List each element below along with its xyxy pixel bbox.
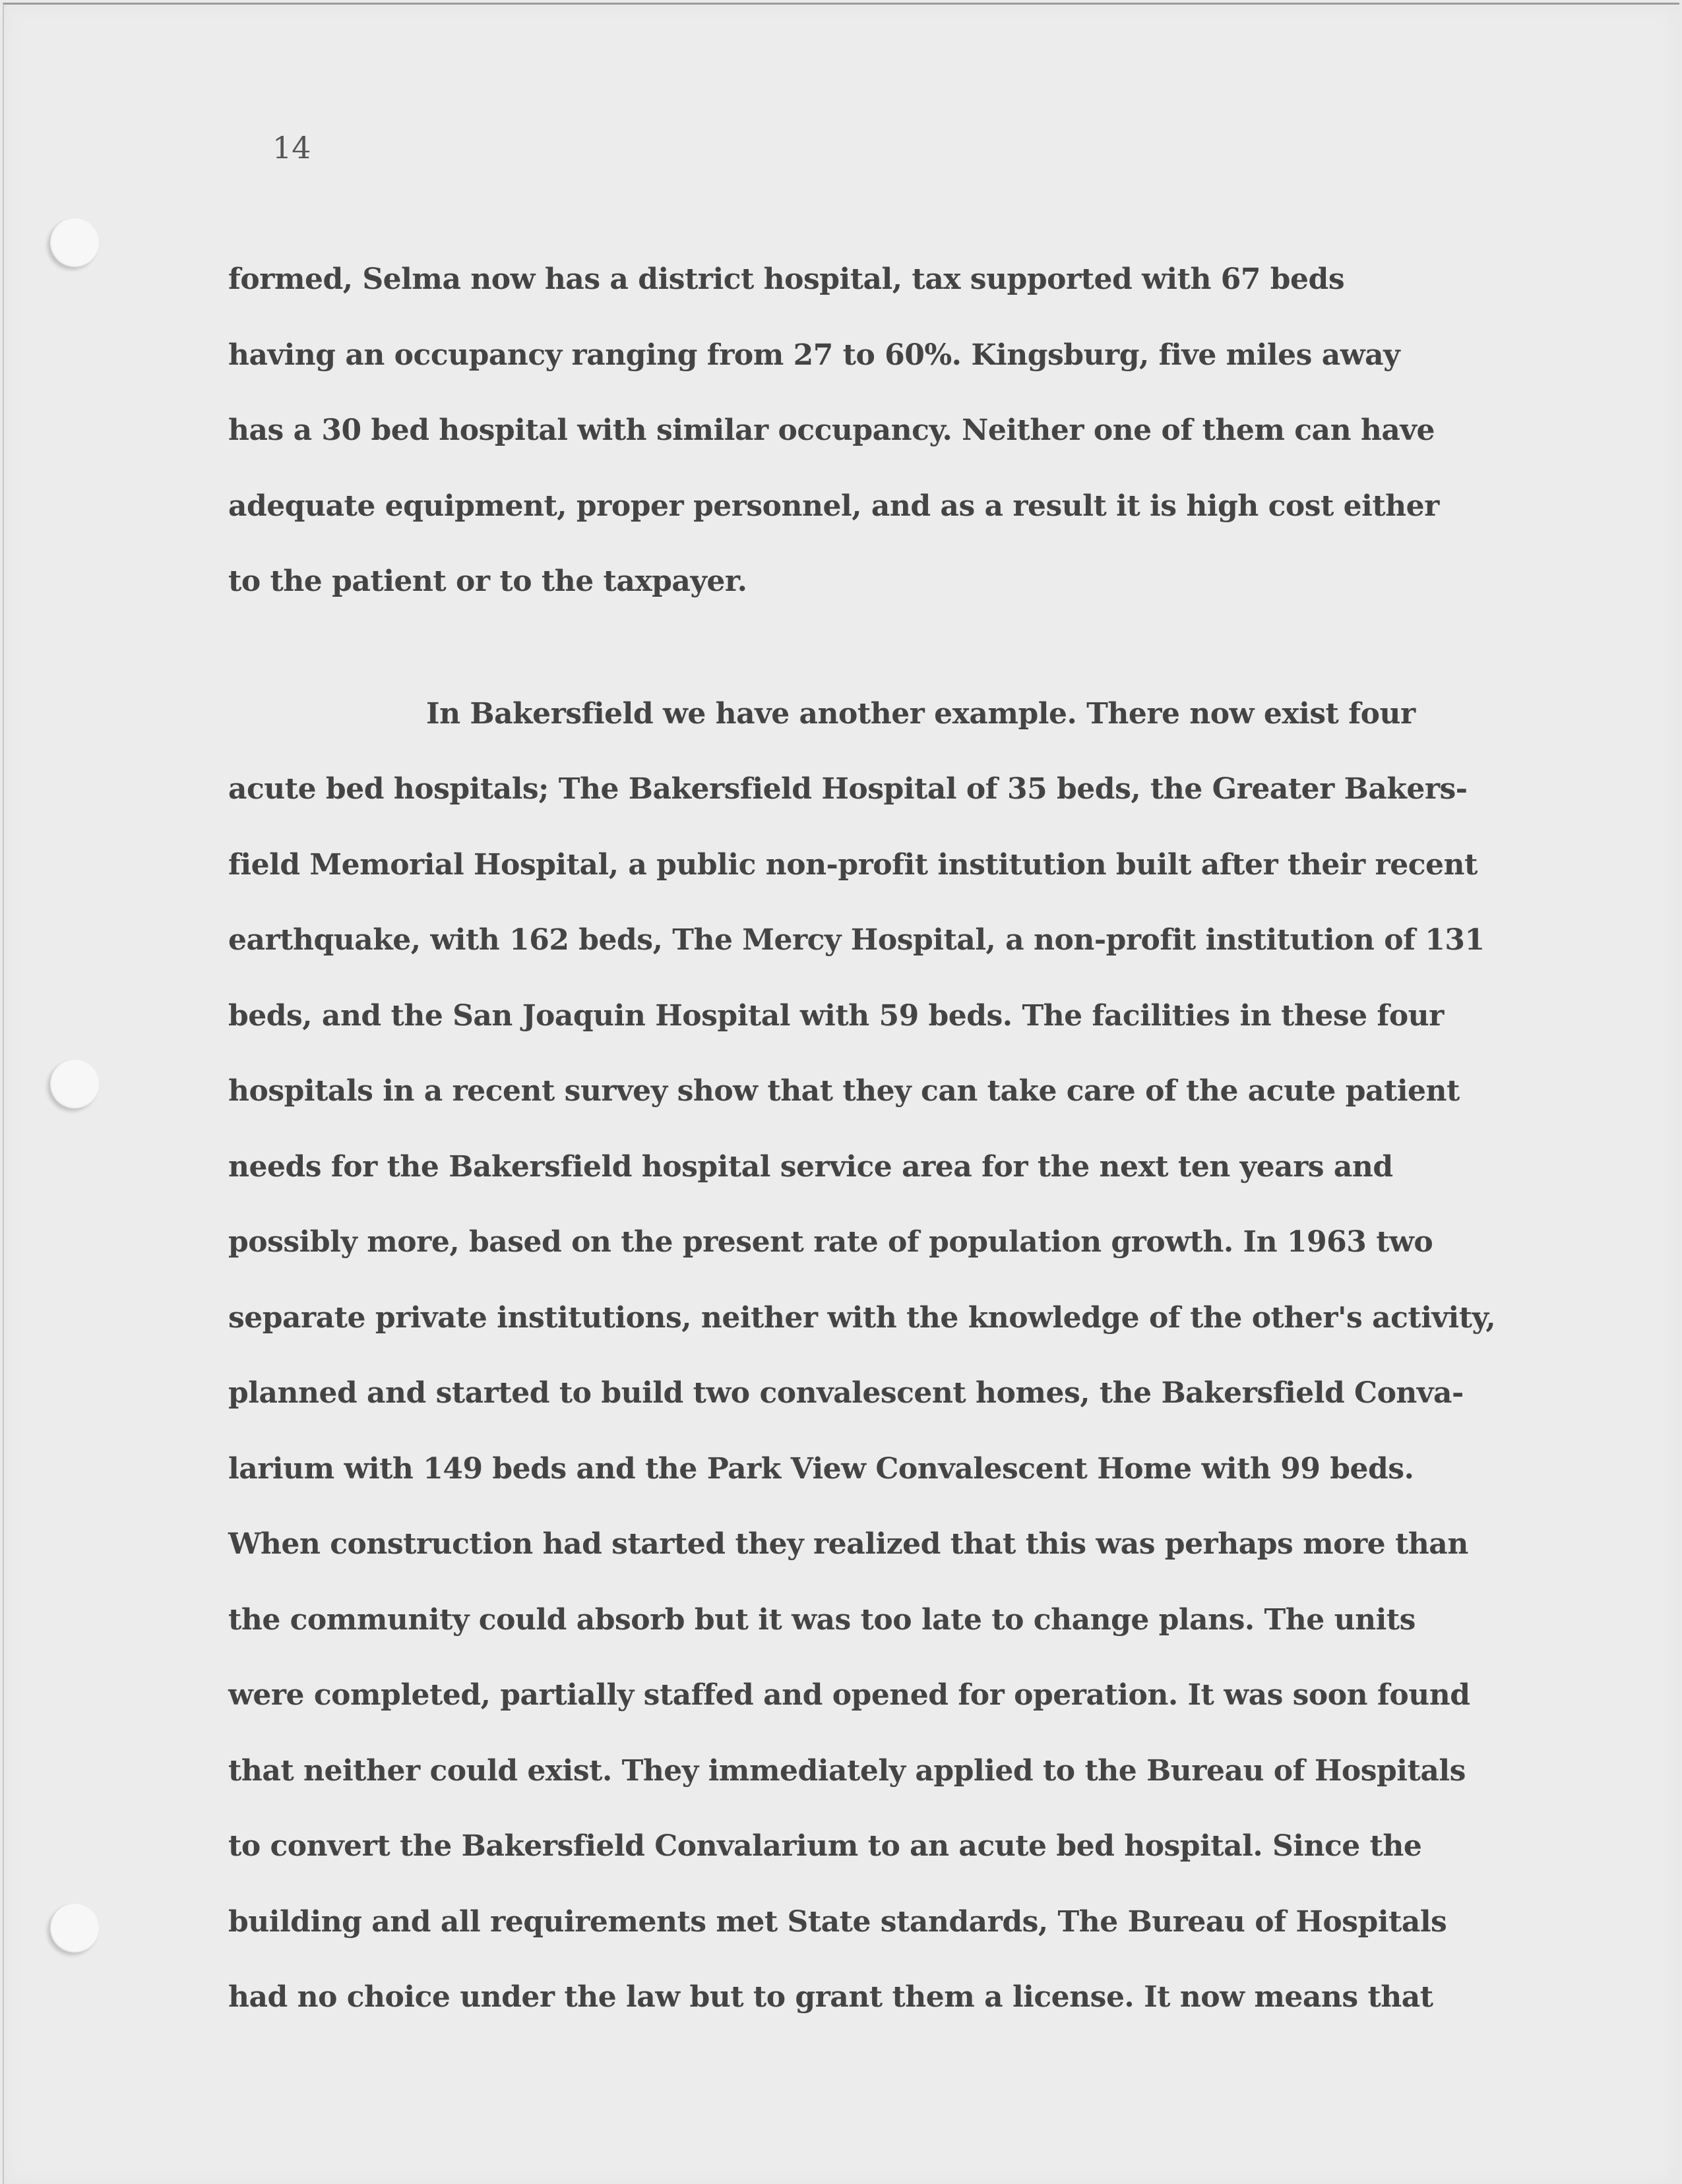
paragraph-spacer xyxy=(228,620,1547,677)
text-line: building and all requirements met State standards, The Bureau of Hospitals xyxy=(228,1904,1447,1939)
text-line: hospitals in a recent survey show that they can take care of the acute patient xyxy=(228,1074,1460,1108)
text-line: separate private institutions, neither with the knowledge of the other's activity, xyxy=(228,1300,1496,1335)
text-line: earthquake, with 162 beds, The Mercy Hospital, a non-profit institution of 131 xyxy=(228,923,1485,957)
text-line: had no choice under the law but to grant them a license. It now means that xyxy=(228,1980,1433,2014)
text-line: to convert the Bakersfield Convalarium to an acute bed hospital. Since the xyxy=(228,1829,1422,1863)
text-line: acute bed hospitals; The Bakersfield Hospital of 35 beds, the Greater Bakers- xyxy=(228,772,1468,806)
text-line: the community could absorb but it was too late to change plans. The units xyxy=(228,1602,1416,1637)
hole-punch-icon xyxy=(50,218,99,267)
text-line: having an occupancy ranging from 27 to 60%. Kingsburg, five miles away xyxy=(228,338,1400,372)
text-line: has a 30 bed hospital with similar occupancy. Neither one of them can have xyxy=(228,413,1435,447)
document-page xyxy=(3,3,1679,2184)
hole-punch-icon xyxy=(50,1904,99,1953)
text-line: to the patient or to the taxpayer. xyxy=(228,564,747,598)
hole-punch-icon xyxy=(50,1060,99,1108)
text-line: larium with 149 beds and the Park View Convalescent Home with 99 beds. xyxy=(228,1451,1414,1486)
text-line: were completed, partially staffed and opened for operation. It was soon found xyxy=(228,1678,1470,1712)
body-text xyxy=(228,242,1547,2036)
text-line: When construction had started they realized that this was perhaps more than xyxy=(228,1527,1468,1561)
text-line: In Bakersfield we have another example. There now exist four xyxy=(426,696,1416,731)
text-line: planned and started to build two convalescent homes, the Bakersfield Conva- xyxy=(228,1376,1464,1410)
text-line: adequate equipment, proper personnel, and as a result it is high cost either xyxy=(228,489,1439,523)
page-number: 14 xyxy=(272,130,311,166)
text-line: needs for the Bakersfield hospital service area for the next ten years and xyxy=(228,1149,1393,1184)
text-line: formed, Selma now has a district hospital, tax supported with 67 beds xyxy=(228,262,1345,296)
text-line: that neither could exist. They immediately applied to the Bureau of Hospitals xyxy=(228,1753,1466,1788)
paragraph-1 xyxy=(228,242,1547,620)
text-line: possibly more, based on the present rate of population growth. In 1963 two xyxy=(228,1225,1433,1259)
paragraph-2 xyxy=(228,677,1547,2036)
text-line: beds, and the San Joaquin Hospital with 59 beds. The facilities in these four xyxy=(228,998,1444,1033)
text-line: field Memorial Hospital, a public non-profit institution built after their recent xyxy=(228,847,1478,882)
